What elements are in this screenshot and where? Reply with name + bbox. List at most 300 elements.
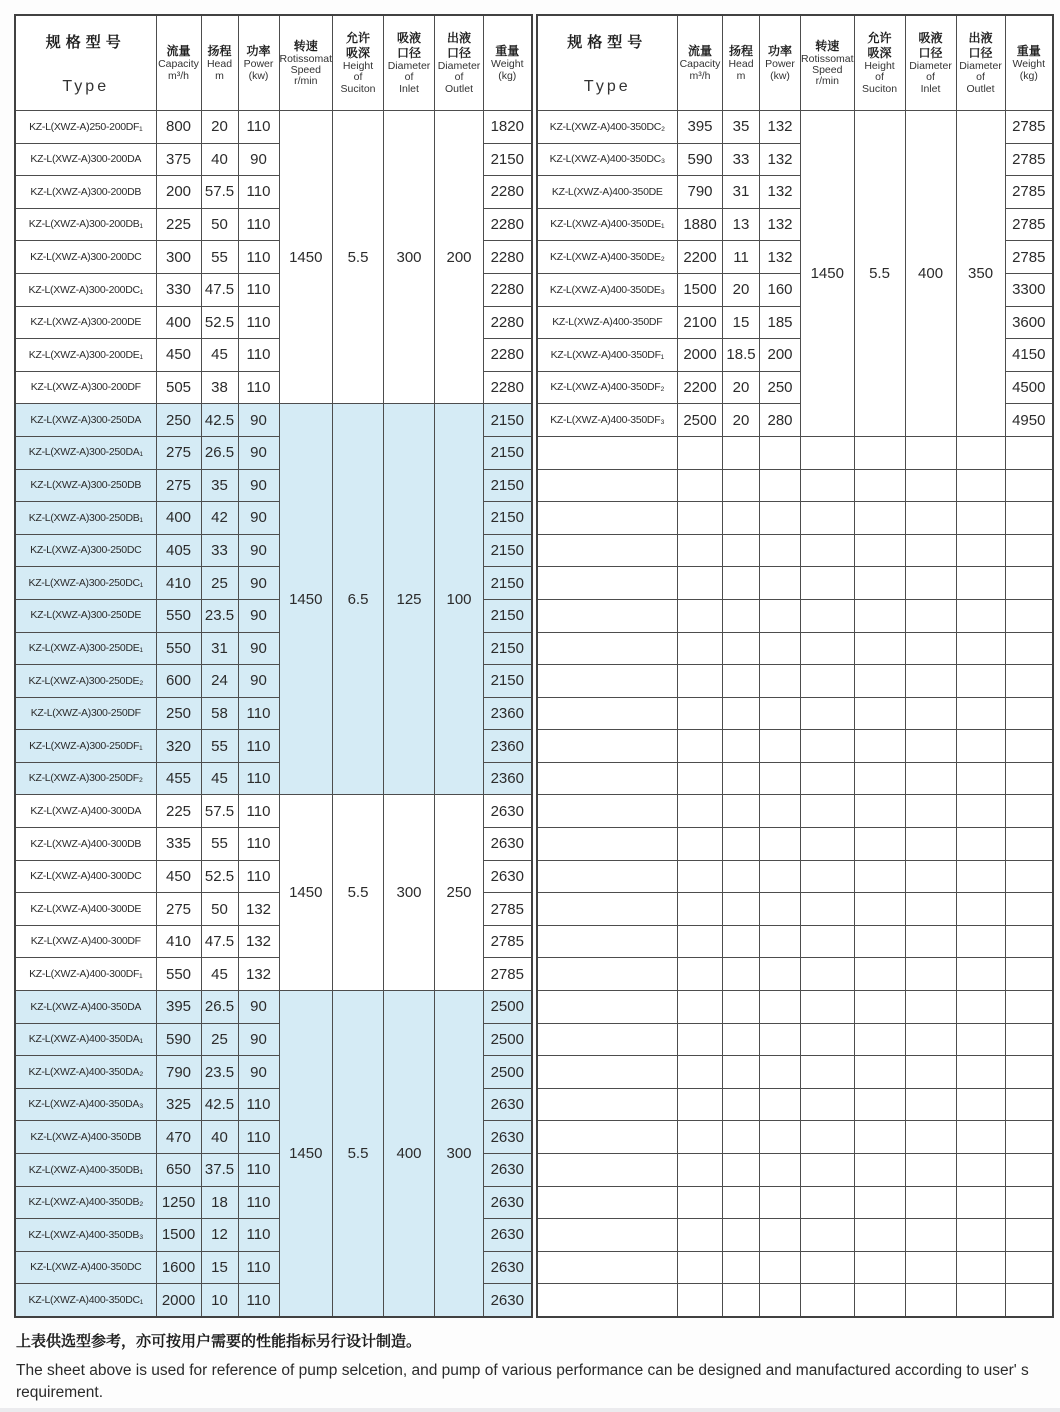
cell-power: 110 [238,241,279,274]
empty-cell [723,860,760,893]
header-suction-cn: 允许 [346,31,371,45]
empty-cell [723,1284,760,1317]
empty-cell [956,665,1005,698]
cell-type: KZ-L(XWZ-A)400-350DA₃ [15,1088,156,1121]
empty-row [537,1186,1054,1219]
empty-cell [905,958,956,991]
cell-suction: 5.5 [333,111,384,404]
empty-row [537,599,1054,632]
empty-cell [760,1088,801,1121]
empty-cell [854,599,905,632]
header-weight-cn: 重量 [495,44,520,59]
empty-cell [678,1023,723,1056]
empty-cell [537,567,678,600]
cell-power: 110 [238,1251,279,1284]
cell-inlet: 300 [384,111,435,404]
empty-cell [760,599,801,632]
cell-type: KZ-L(XWZ-A)300-250DE [15,599,156,632]
cell-capacity: 300 [156,241,201,274]
empty-cell [905,828,956,861]
cell-type: KZ-L(XWZ-A)300-200DB [15,176,156,209]
empty-cell [854,697,905,730]
empty-row [537,1154,1054,1187]
cell-power: 132 [760,241,801,274]
empty-cell [854,893,905,926]
cell-speed: 1450 [279,404,333,795]
empty-cell [854,534,905,567]
header-capacity-en: m³/h [689,69,711,82]
empty-cell [905,502,956,535]
empty-cell [760,1219,801,1252]
cell-power: 250 [760,371,801,404]
empty-row [537,1219,1054,1252]
cell-weight: 4500 [1005,371,1053,404]
cell-head: 13 [723,208,760,241]
cell-weight: 2630 [484,1251,532,1284]
header-weight-en: Weight [1012,58,1046,71]
cell-capacity: 320 [156,730,201,763]
empty-cell [723,469,760,502]
cell-type: KZ-L(XWZ-A)400-350DC₃ [537,143,678,176]
header-inlet-cn: 吸液 [397,31,422,45]
cell-head: 12 [201,1219,238,1252]
empty-row [537,632,1054,665]
empty-cell [678,925,723,958]
pump-spec-table-right [536,14,1055,1318]
cell-capacity: 590 [678,143,723,176]
cell-weight: 2785 [484,893,532,926]
header-type-cn: 规格型号 [45,33,126,51]
empty-cell [1005,1186,1053,1219]
empty-cell [1005,893,1053,926]
empty-cell [854,860,905,893]
cell-weight: 3600 [1005,306,1053,339]
empty-row [537,795,1054,828]
header-suction-en: Suciton [340,82,376,95]
cell-head: 45 [201,339,238,372]
header-speed-cn: 转速 [293,38,318,53]
empty-cell [956,599,1005,632]
header-inlet-en: Inlet [399,82,419,95]
empty-cell [678,1056,723,1089]
header-capacity-en: Capacity [679,58,721,71]
empty-row [537,1251,1054,1284]
empty-cell [537,1154,678,1187]
empty-cell [760,502,801,535]
empty-cell [1005,991,1053,1024]
empty-cell [854,469,905,502]
cell-weight: 2500 [484,1023,532,1056]
header-speed-en: Rotissomat [801,52,854,65]
empty-cell [1005,1219,1053,1252]
cell-type: KZ-L(XWZ-A)400-350DE₃ [537,273,678,306]
cell-type: KZ-L(XWZ-A)400-300DA [15,795,156,828]
cell-weight: 3300 [1005,273,1053,306]
empty-cell [1005,665,1053,698]
header-outlet [956,15,1005,111]
empty-cell [760,1023,801,1056]
cell-power: 110 [238,111,279,144]
empty-cell [1005,1251,1053,1284]
empty-cell [537,1023,678,1056]
left-table-container [14,14,533,1318]
cell-weight: 2630 [484,1154,532,1187]
empty-cell [854,925,905,958]
footer-note-chinese: 上表供选型参考，亦可按用户需要的性能指标另行设计制造。 [16,1333,422,1350]
empty-cell [905,632,956,665]
cell-head: 23.5 [201,599,238,632]
cell-power: 90 [238,502,279,535]
cell-head: 20 [723,371,760,404]
cell-power: 132 [238,958,279,991]
empty-cell [537,1251,678,1284]
empty-cell [854,436,905,469]
empty-cell [678,1219,723,1252]
empty-cell [723,795,760,828]
empty-cell [956,958,1005,991]
header-head [201,15,238,111]
cell-weight: 2630 [484,828,532,861]
empty-cell [1005,730,1053,763]
cell-type: KZ-L(XWZ-A)300-250DA₁ [15,436,156,469]
cell-power: 185 [760,306,801,339]
empty-cell [760,1251,801,1284]
cell-capacity: 450 [156,339,201,372]
cell-type: KZ-L(XWZ-A)300-200DC [15,241,156,274]
empty-cell [801,860,855,893]
cell-power: 160 [760,273,801,306]
cell-power: 90 [238,567,279,600]
empty-cell [854,1284,905,1317]
cell-capacity: 2500 [678,404,723,437]
cell-head: 25 [201,1023,238,1056]
cell-weight: 2785 [484,958,532,991]
empty-cell [760,665,801,698]
cell-power: 110 [238,1186,279,1219]
empty-cell [537,665,678,698]
empty-cell [537,534,678,567]
cell-capacity: 505 [156,371,201,404]
header-power-en: (kw) [770,69,790,82]
cell-capacity: 470 [156,1121,201,1154]
cell-suction: 5.5 [854,111,905,437]
empty-cell [537,958,678,991]
header-weight-en: Weight [491,58,524,71]
empty-cell [801,1154,855,1187]
cell-power: 110 [238,1284,279,1317]
cell-type: KZ-L(XWZ-A)300-250DC [15,534,156,567]
cell-capacity: 225 [156,795,201,828]
cell-capacity: 790 [678,176,723,209]
cell-weight: 2150 [484,632,532,665]
empty-cell [905,795,956,828]
empty-cell [854,1056,905,1089]
empty-cell [678,828,723,861]
cell-head: 10 [201,1284,238,1317]
empty-cell [956,1154,1005,1187]
cell-type: KZ-L(XWZ-A)300-200DF [15,371,156,404]
empty-cell [801,1251,855,1284]
cell-head: 20 [723,404,760,437]
empty-cell [801,991,855,1024]
cell-weight: 2150 [484,436,532,469]
cell-power: 132 [760,143,801,176]
empty-cell [723,436,760,469]
cell-weight: 2630 [484,1186,532,1219]
cell-head: 42.5 [201,404,238,437]
cell-power: 132 [760,208,801,241]
cell-type: KZ-L(XWZ-A)400-350DB [15,1121,156,1154]
cell-type: KZ-L(XWZ-A)400-350DB₁ [15,1154,156,1187]
empty-cell [801,730,855,763]
empty-cell [1005,958,1053,991]
empty-cell [854,1186,905,1219]
empty-cell [760,632,801,665]
empty-cell [854,795,905,828]
empty-cell [956,828,1005,861]
header-head-en: m [736,69,746,82]
empty-row [537,567,1054,600]
cell-type: KZ-L(XWZ-A)400-350DC₁ [15,1284,156,1317]
cell-capacity: 450 [156,860,201,893]
cell-head: 50 [201,208,238,241]
cell-head: 15 [723,306,760,339]
empty-cell [537,1088,678,1121]
cell-head: 35 [201,469,238,502]
cell-type: KZ-L(XWZ-A)300-250DA [15,404,156,437]
empty-cell [1005,534,1053,567]
empty-cell [537,502,678,535]
cell-type: KZ-L(XWZ-A)300-250DE₂ [15,665,156,698]
empty-cell [678,599,723,632]
empty-cell [760,436,801,469]
cell-type: KZ-L(XWZ-A)300-250DC₁ [15,567,156,600]
empty-row [537,958,1054,991]
header-inlet-cn: 口径 [397,46,422,60]
footer-note-english: The sheet above is used for reference of pump selcetion, and pump of various performance can be designed and manufactured according to user' s requirement. [16,1362,1029,1402]
header-inlet-cn: 吸液 [918,31,943,45]
empty-cell [1005,697,1053,730]
cell-weight: 2630 [484,1088,532,1121]
tables-region [14,14,1054,1318]
empty-cell [956,893,1005,926]
table-row [15,991,532,1024]
empty-cell [723,991,760,1024]
empty-cell [905,1154,956,1187]
empty-cell [760,1154,801,1187]
empty-row [537,1121,1054,1154]
empty-cell [905,599,956,632]
header-power-en: (kw) [248,69,269,82]
cell-power: 90 [238,665,279,698]
empty-cell [905,1023,956,1056]
header-speed-cn: 转速 [815,38,840,53]
empty-cell [760,1056,801,1089]
empty-cell [956,925,1005,958]
empty-cell [537,762,678,795]
empty-cell [905,1186,956,1219]
cell-type: KZ-L(XWZ-A)300-200DE [15,306,156,339]
empty-cell [537,469,678,502]
cell-head: 33 [201,534,238,567]
empty-cell [678,795,723,828]
empty-cell [760,567,801,600]
cell-head: 33 [723,143,760,176]
cell-power: 110 [238,1088,279,1121]
cell-power: 132 [238,925,279,958]
cell-weight: 2630 [484,1121,532,1154]
empty-cell [723,1251,760,1284]
cell-type: KZ-L(XWZ-A)250-200DF₁ [15,111,156,144]
cell-capacity: 790 [156,1056,201,1089]
cell-power: 132 [238,893,279,926]
empty-cell [537,1284,678,1317]
header-type [537,15,678,111]
header-suction-en: Height [864,60,895,72]
empty-cell [760,730,801,763]
cell-capacity: 650 [156,1154,201,1187]
empty-cell [678,991,723,1024]
empty-cell [905,762,956,795]
empty-cell [537,632,678,665]
cell-power: 110 [238,339,279,372]
cell-speed: 1450 [279,991,333,1317]
table-row [15,404,532,437]
bottom-edge-strip [0,1408,1060,1412]
cell-type: KZ-L(XWZ-A)300-200DA [15,143,156,176]
empty-cell [723,1088,760,1121]
cell-weight: 2630 [484,1219,532,1252]
empty-cell [905,436,956,469]
empty-cell [1005,502,1053,535]
cell-inlet: 400 [905,111,956,437]
empty-cell [678,502,723,535]
header-inlet-cn: 口径 [918,46,943,60]
header-outlet-en: Outlet [445,82,474,95]
header-power-cn: 功率 [768,44,793,59]
cell-type: KZ-L(XWZ-A)400-300DF [15,925,156,958]
cell-power: 90 [238,404,279,437]
cell-capacity: 375 [156,143,201,176]
cell-capacity: 250 [156,404,201,437]
cell-capacity: 2200 [678,371,723,404]
empty-cell [723,697,760,730]
empty-cell [801,925,855,958]
empty-cell [537,860,678,893]
empty-cell [678,1088,723,1121]
cell-weight: 2360 [484,697,532,730]
cell-type: KZ-L(XWZ-A)300-250DF [15,697,156,730]
header-weight [1005,15,1053,111]
empty-cell [678,1251,723,1284]
cell-capacity: 550 [156,599,201,632]
cell-head: 55 [201,828,238,861]
empty-cell [760,958,801,991]
empty-cell [678,436,723,469]
cell-weight: 2150 [484,599,532,632]
empty-cell [905,534,956,567]
cell-type: KZ-L(XWZ-A)300-200DB₁ [15,208,156,241]
empty-cell [801,762,855,795]
cell-head: 18 [201,1186,238,1219]
header-speed-en: Speed [812,63,843,76]
empty-cell [905,925,956,958]
cell-capacity: 400 [156,306,201,339]
header-type [15,15,156,111]
empty-cell [723,893,760,926]
pump-spec-table-left [14,14,533,1318]
empty-row [537,502,1054,535]
header-capacity-cn: 流量 [688,44,713,59]
empty-cell [1005,632,1053,665]
cell-type: KZ-L(XWZ-A)400-300DF₁ [15,958,156,991]
empty-cell [905,991,956,1024]
cell-type: KZ-L(XWZ-A)400-350DB₂ [15,1186,156,1219]
empty-cell [678,1154,723,1187]
header-power-en: Power [243,58,274,71]
cell-type: KZ-L(XWZ-A)300-250DB₁ [15,502,156,535]
cell-capacity: 410 [156,925,201,958]
header-suction [854,15,905,111]
empty-cell [905,1088,956,1121]
cell-capacity: 1500 [678,273,723,306]
cell-capacity: 325 [156,1088,201,1121]
empty-cell [723,958,760,991]
cell-suction: 5.5 [333,991,384,1317]
empty-row [537,1023,1054,1056]
empty-cell [537,599,678,632]
cell-power: 110 [238,828,279,861]
cell-inlet: 400 [384,991,435,1317]
empty-cell [678,1186,723,1219]
empty-cell [1005,567,1053,600]
empty-cell [956,1056,1005,1089]
cell-capacity: 275 [156,893,201,926]
header-type-cn: 规格型号 [567,33,648,51]
header-weight-cn: 重量 [1016,44,1041,59]
cell-weight: 2630 [484,860,532,893]
empty-row [537,925,1054,958]
cell-head: 52.5 [201,306,238,339]
cell-type: KZ-L(XWZ-A)400-350DF₁ [537,339,678,372]
empty-row [537,893,1054,926]
header-type-en: Type [62,77,110,95]
cell-capacity: 550 [156,632,201,665]
cell-weight: 2630 [484,1284,532,1317]
table-row [15,111,532,144]
empty-cell [854,1219,905,1252]
header-outlet-en: Outlet [966,82,995,95]
header-speed-en: r/min [294,75,318,88]
cell-weight: 2500 [484,991,532,1024]
cell-outlet: 350 [956,111,1005,437]
header-outlet-cn: 出液 [447,31,472,45]
header-suction-cn: 吸深 [867,46,892,60]
empty-cell [723,1154,760,1187]
cell-power: 132 [760,176,801,209]
cell-capacity: 410 [156,567,201,600]
cell-power: 110 [238,208,279,241]
cell-weight: 2280 [484,273,532,306]
empty-cell [723,632,760,665]
cell-type: KZ-L(XWZ-A)400-350DA₂ [15,1056,156,1089]
cell-capacity: 405 [156,534,201,567]
empty-cell [760,795,801,828]
empty-cell [801,1284,855,1317]
empty-cell [854,762,905,795]
empty-cell [678,1284,723,1317]
header-capacity-cn: 流量 [166,44,191,59]
